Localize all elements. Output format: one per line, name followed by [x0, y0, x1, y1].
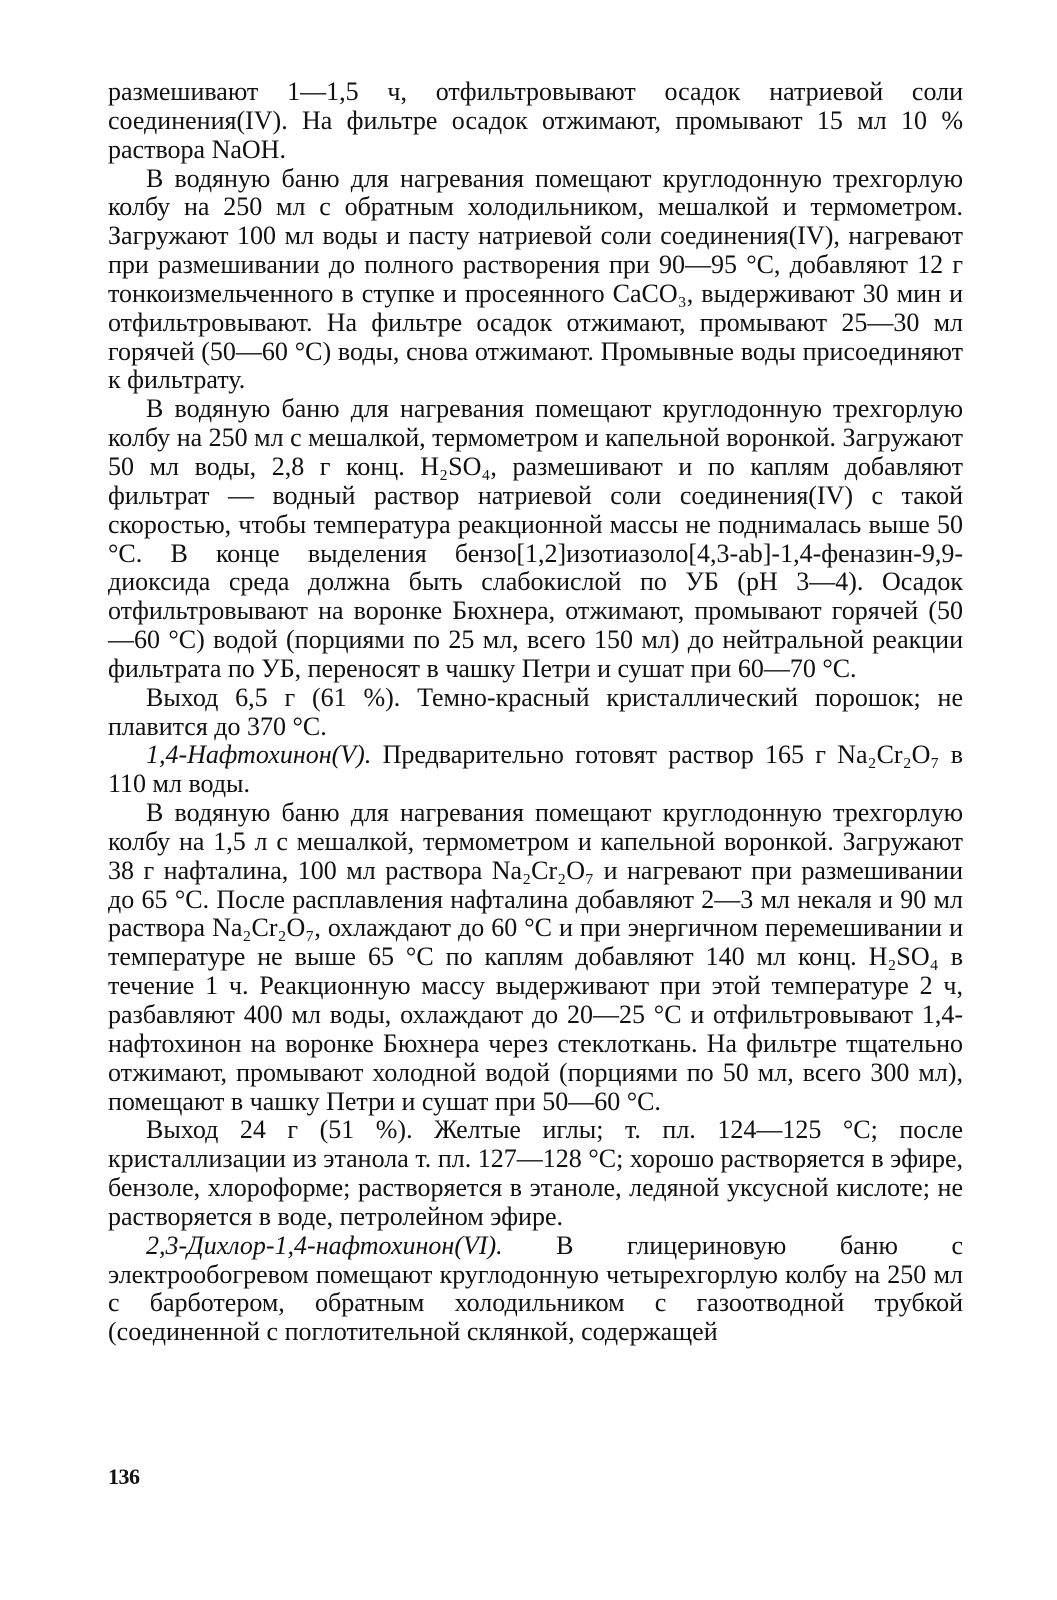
paragraph [108, 1116, 963, 1231]
paragraph-text: Предварительно готовят раствор 165 г Na₂Cr₂O₇ в 110 мл воды. [108, 740, 963, 799]
paragraph-text: Выход 24 г (51 %). Желтые иглы; т. пл. 124—125 °С; после кристаллизации из этанола т. пл. 127—128 °С; хорошо растворяется в эфире, бензоле, хлороформе; растворяется в этаноле, ледяной уксусной кислоте; не растворяется в воде, петролейном эфире. [108, 1115, 963, 1231]
paragraph [108, 684, 963, 742]
paragraph-text: В глицериновую баню с электрообогревом помещают круглодонную четырехгорлую колбу на 250 мл с барботером, обратным холодильником с газоотводной трубкой (соединенной с поглотительной склянкой, содержащей [108, 1230, 963, 1347]
paragraph [108, 78, 963, 165]
page-number: 136 [108, 1464, 140, 1489]
body-text [108, 78, 963, 1347]
paragraph-text: В водяную баню для нагревания помещают круглодонную трехгорлую колбу на 250 мл с мешалкой, термометром и капельной воронкой. Загружают 50 мл воды, 2,8 г конц. H₂SO₄, размешивают и по каплям добавляют фильтрат — водный раствор натриевой соли соединения(IV) с такой скоростью, чтобы температура реакционной массы не поднималась выше 50 °С. В конце выделения бензо[1,2]изотиазоло[4,3-ab]-1,4-феназин-9,9-диоксида среда должна быть слабокислой по УБ (pH 3—4). Осадок отфильтровывают на воронке Бюхнера, отжимают, промывают горячей (50—60 °С) водой (порциями по 25 мл, всего 150 мл) до нейтральной реакции фильтрата по УБ, переносят в чашку Петри и сушат при 60—70 °С. [108, 394, 963, 683]
paragraph [108, 165, 963, 396]
paragraph-text: размешивают 1—1,5 ч, отфильтровывают осадок натриевой соли соединения(IV). На фильтре осадок отжимают, промывают 15 мл 10 % раствора NaOH. [108, 77, 963, 164]
paragraph-text: Выход 6,5 г (61 %). Темно-красный кристаллический порошок; не плавится до 370 °С. [108, 682, 963, 741]
compound-heading: 1,4-Нафтохинон(V). [146, 740, 372, 770]
paragraph [108, 395, 963, 683]
paragraph [108, 741, 963, 799]
compound-heading: 2,3-Дихлор-1,4-нафтохинон(VI). [146, 1230, 503, 1260]
paragraph-text: В водяную баню для нагревания помещают круглодонную трехгорлую колбу на 250 мл с обратным холодильником, мешалкой и термометром. Загружают 100 мл воды и пасту натриевой соли соединения(IV), нагревают при размешивании до полного растворения при 90—95 °С, добавляют 12 г тонкоизмельченного в ступке и просеянного CaCO₃, выдерживают 30 мин и отфильтровывают. На фильтре осадок отжимают, промывают 25—30 мл горячей (50—60 °С) воды, снова отжимают. Промывные воды присоединяют к фильтрату. [108, 163, 963, 395]
paragraph [108, 799, 963, 1116]
paragraph-text: В водяную баню для нагревания помещают круглодонную трехгорлую колбу на 1,5 л с мешалкой, термометром и капельной воронкой. Загружают 38 г нафталина, 100 мл раствора Na₂Cr₂O₇ и нагревают при размешивании до 65 °С. После расплавления нафталина добавляют 2—3 мл некаля и 90 мл раствора Na₂Cr₂O₇, охлаждают до 60 °С и при энергичном перемешивании и температуре не выше 65 °С по каплям добавляют 140 мл конц. H₂SO₄ в течение 1 ч. Реакционную массу выдерживают при этой температуре 2 ч, разбавляют 400 мл воды, охлаждают до 20—25 °С и отфильтровывают 1,4-нафтохинон на воронке Бюхнера через стеклоткань. На фильтре тщательно отжимают, промывают холодной водой (порциями по 50 мл, всего 300 мл), помещают в чашку Петри и сушат при 50—60 °С. [108, 798, 963, 1116]
paragraph [108, 1232, 963, 1347]
